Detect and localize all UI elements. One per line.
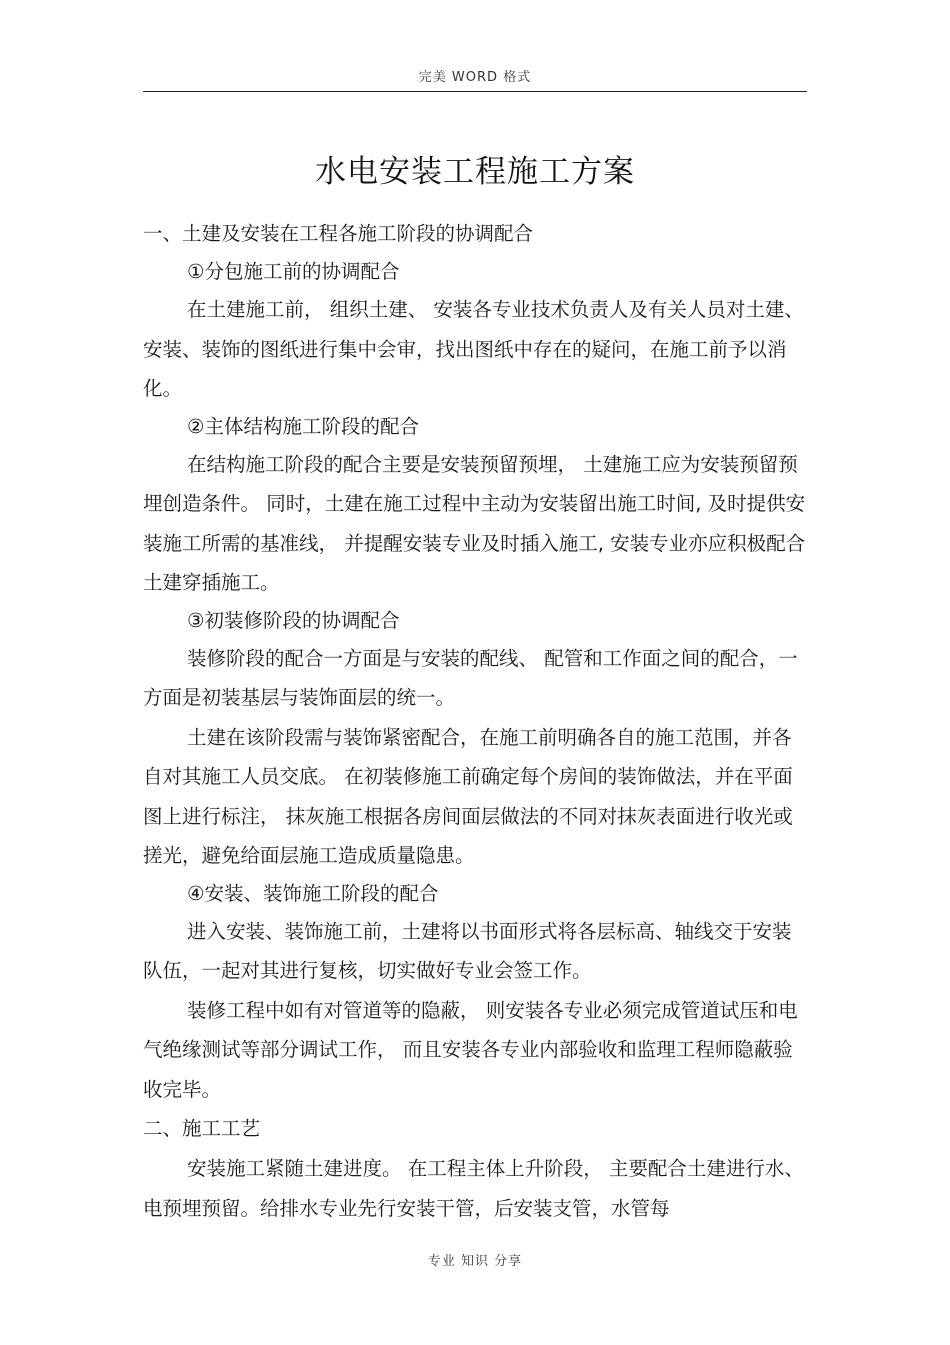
document-body [143,214,807,1228]
paragraph: 装修工程中如有对管道等的隐蔽， 则安装各专业必须完成管道试压和电气绝缘测试等部分调试工作， 而且安装各专业内部验收和监理工程师隐蔽验收完毕。 [143,998,798,1101]
paragraph: 安装施工紧随土建进度。 在工程主体上升阶段， 主要配合土建进行水、电预埋预留。给排水专业先行安装干管，后安装支管，水管每 [143,1157,804,1220]
paragraph: 在结构施工阶段的配合主要是安装预留预埋， 土建施工应为安装预留预埋创造条件。 同时，土建在施工过程中主动为安装留出施工时间, 及时提供安装施工所需的基准线， 并提醒安装专业及时插入施工, 安装专业亦应积极配合土建穿插施工。 [143,452,806,594]
subsection-heading-4: ④安装、装饰施工阶段的配合 [187,881,439,905]
subsection-heading-2: ②主体结构施工阶段的配合 [187,414,419,438]
section-heading-2: 二、施工工艺 [143,1117,261,1140]
header-divider [143,91,807,92]
section-heading-1: 一、土建及安装在工程各施工阶段的协调配合 [143,222,534,245]
paragraph: 装修阶段的配合一方面是与安装的配线、 配管和工作面之间的配合，一方面是初装基层与装饰面层的统一。 [143,646,798,709]
subsection-heading-3: ③初装修阶段的协调配合 [187,608,400,632]
paragraph: 在土建施工前， 组织土建、 安装各专业技术负责人及有关人员对土建、安装、装饰的图纸进行集中会审，找出图纸中存在的疑问，在施工前予以消化。 [143,298,804,400]
page-footer: 专业 知识 分享 [427,1254,523,1269]
paragraph: 进入安装、装饰施工前，土建将以书面形式将各层标高、轴线交于安装队伍，一起对其进行复核，切实做好专业会签工作。 [143,919,792,982]
subsection-heading-1: ①分包施工前的协调配合 [187,260,400,283]
paragraph: 土建在该阶段需与装饰紧密配合，在施工前明确各自的施工范围，并各自对其施工人员交底。 在初装修施工前确定每个房间的装饰做法，并在平面图上进行标注， 抹灰施工根据各房间面层做法的不同对抹灰表面进行收光或搓光，避免给面层施工造成质量隐患。 [143,725,793,867]
page-header: 完美 WORD 格式 [418,70,532,85]
document-title: 水电安装工程施工方案 [315,154,635,190]
